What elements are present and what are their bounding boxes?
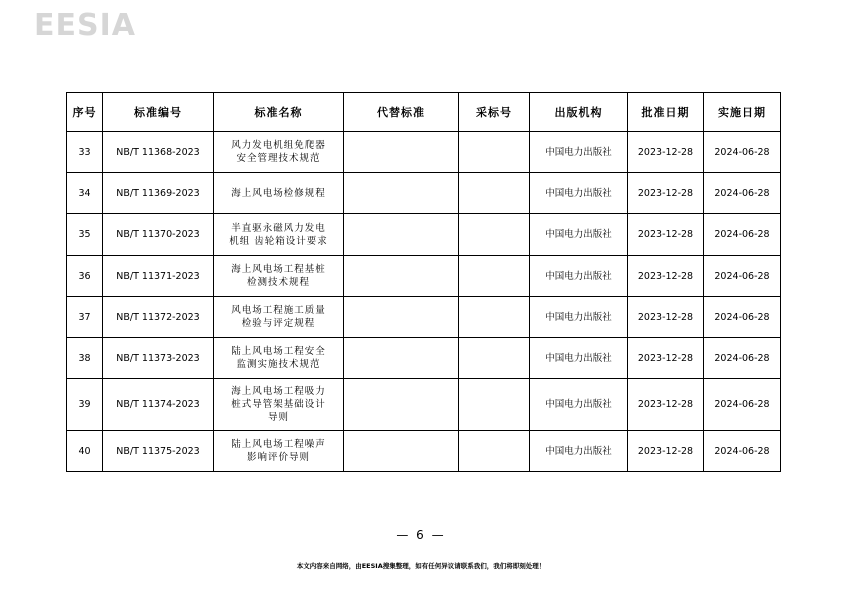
serial-cell: 34 (67, 173, 103, 214)
standard-name-line: 影响评价导则 (246, 452, 310, 463)
replaced-standard-cell (344, 214, 459, 256)
table-row (67, 256, 781, 297)
standard-name-cell (214, 256, 344, 297)
standard-name-line: 半直驱永磁风力发电 (231, 222, 326, 234)
approval-date-cell: 2023-12-28 (628, 132, 704, 173)
replaced-standard-cell (344, 297, 459, 338)
standard-code-cell: NB/T 11368-2023 (103, 132, 214, 173)
effective-date-cell: 2024-06-28 (704, 297, 781, 338)
standard-name-line: 检验与评定规程 (241, 318, 316, 329)
approval-date-cell: 2023-12-28 (628, 297, 704, 338)
table-row (67, 297, 781, 338)
adopted-number-cell (459, 132, 530, 173)
serial-cell: 37 (67, 297, 103, 338)
table-row (67, 132, 781, 173)
standards-table (66, 92, 781, 472)
publisher-cell: 中国电力出版社 (530, 173, 628, 214)
replaced-standard-cell (344, 431, 459, 472)
effective-date-cell: 2024-06-28 (704, 214, 781, 256)
standard-name-line: 海上风电场工程吸力 (231, 386, 326, 397)
adopted-number-cell (459, 431, 530, 472)
table-row (67, 338, 781, 379)
adopted-number-cell (459, 173, 530, 214)
header-effective-date: 实施日期 (704, 93, 781, 132)
approval-date-cell: 2023-12-28 (628, 214, 704, 256)
eesia-watermark-logo: EESIA (34, 8, 136, 43)
header-approval-date: 批准日期 (628, 93, 704, 132)
publisher-cell: 中国电力出版社 (530, 297, 628, 338)
publisher-cell: 中国电力出版社 (530, 431, 628, 472)
publisher-cell: 中国电力出版社 (530, 132, 628, 173)
header-adopted-number: 采标号 (459, 93, 530, 132)
serial-cell: 40 (67, 431, 103, 472)
approval-date-cell: 2023-12-28 (628, 256, 704, 297)
approval-date-cell: 2023-12-28 (628, 379, 704, 431)
standard-name-line: 风电场工程施工质量 (231, 305, 326, 316)
serial-cell: 36 (67, 256, 103, 297)
standard-name-line: 海上风电场工程基桩 (231, 264, 326, 275)
table-row (67, 173, 781, 214)
effective-date-cell: 2024-06-28 (704, 379, 781, 431)
standard-name-line: 桩式导管架基础设计 (231, 399, 326, 410)
approval-date-cell: 2023-12-28 (628, 431, 704, 472)
effective-date-cell: 2024-06-28 (704, 338, 781, 379)
serial-cell: 35 (67, 214, 103, 256)
replaced-standard-cell (344, 379, 459, 431)
standard-code-cell: NB/T 11371-2023 (103, 256, 214, 297)
header-publisher: 出版机构 (530, 93, 628, 132)
standard-code-cell: NB/T 11372-2023 (103, 297, 214, 338)
serial-cell: 38 (67, 338, 103, 379)
standard-name-line: 海上风电场检修规程 (231, 187, 326, 199)
standard-name-line: 机组 齿轮箱设计要求 (229, 235, 328, 247)
standard-name-line: 陆上风电场工程噪声 (231, 439, 326, 450)
approval-date-cell: 2023-12-28 (628, 173, 704, 214)
standard-name-cell (214, 214, 344, 256)
standard-name-cell (214, 297, 344, 338)
standard-code-cell: NB/T 11369-2023 (103, 173, 214, 214)
adopted-number-cell (459, 379, 530, 431)
replaced-standard-cell (344, 256, 459, 297)
adopted-number-cell (459, 297, 530, 338)
replaced-standard-cell (344, 173, 459, 214)
effective-date-cell: 2024-06-28 (704, 132, 781, 173)
publisher-cell: 中国电力出版社 (530, 256, 628, 297)
header-serial: 序号 (67, 93, 103, 132)
standard-name-line: 陆上风电场工程安全 (231, 346, 326, 357)
adopted-number-cell (459, 256, 530, 297)
standard-name-cell (214, 338, 344, 379)
adopted-number-cell (459, 214, 530, 256)
table-header-row (67, 93, 781, 132)
header-standard-name: 标准名称 (214, 93, 344, 132)
standard-name-line: 安全管理技术规范 (236, 153, 321, 164)
publisher-cell: 中国电力出版社 (530, 379, 628, 431)
table-row (67, 379, 781, 431)
standard-code-cell: NB/T 11375-2023 (103, 431, 214, 472)
standard-name-line: 监测实施技术规范 (236, 359, 321, 370)
publisher-cell: 中国电力出版社 (530, 214, 628, 256)
table-body (67, 132, 781, 472)
standard-code-cell: NB/T 11373-2023 (103, 338, 214, 379)
header-replaced-standard: 代替标准 (344, 93, 459, 132)
standard-name-line: 导则 (267, 412, 289, 423)
effective-date-cell: 2024-06-28 (704, 173, 781, 214)
serial-cell: 33 (67, 132, 103, 173)
standard-name-cell (214, 431, 344, 472)
table-row (67, 214, 781, 256)
standard-name-line: 检测技术规程 (246, 277, 310, 288)
replaced-standard-cell (344, 132, 459, 173)
effective-date-cell: 2024-06-28 (704, 256, 781, 297)
serial-cell: 39 (67, 379, 103, 431)
publisher-cell: 中国电力出版社 (530, 338, 628, 379)
footer-note: 本文内容来自网络，由EESIA搜集整理，如有任何异议请联系我们，我们将即刻处理！ (296, 562, 546, 570)
standard-name-cell (214, 132, 344, 173)
standard-name-cell (214, 379, 344, 431)
adopted-number-cell (459, 338, 530, 379)
standard-name-line: 风力发电机组免爬器 (231, 140, 326, 151)
standard-code-cell: NB/T 11374-2023 (103, 379, 214, 431)
approval-date-cell: 2023-12-28 (628, 338, 704, 379)
header-standard-code: 标准编号 (103, 93, 214, 132)
standard-name-cell (214, 173, 344, 214)
page-number: — 6 — (396, 528, 446, 542)
replaced-standard-cell (344, 338, 459, 379)
effective-date-cell: 2024-06-28 (704, 431, 781, 472)
standard-code-cell: NB/T 11370-2023 (103, 214, 214, 256)
table-row (67, 431, 781, 472)
